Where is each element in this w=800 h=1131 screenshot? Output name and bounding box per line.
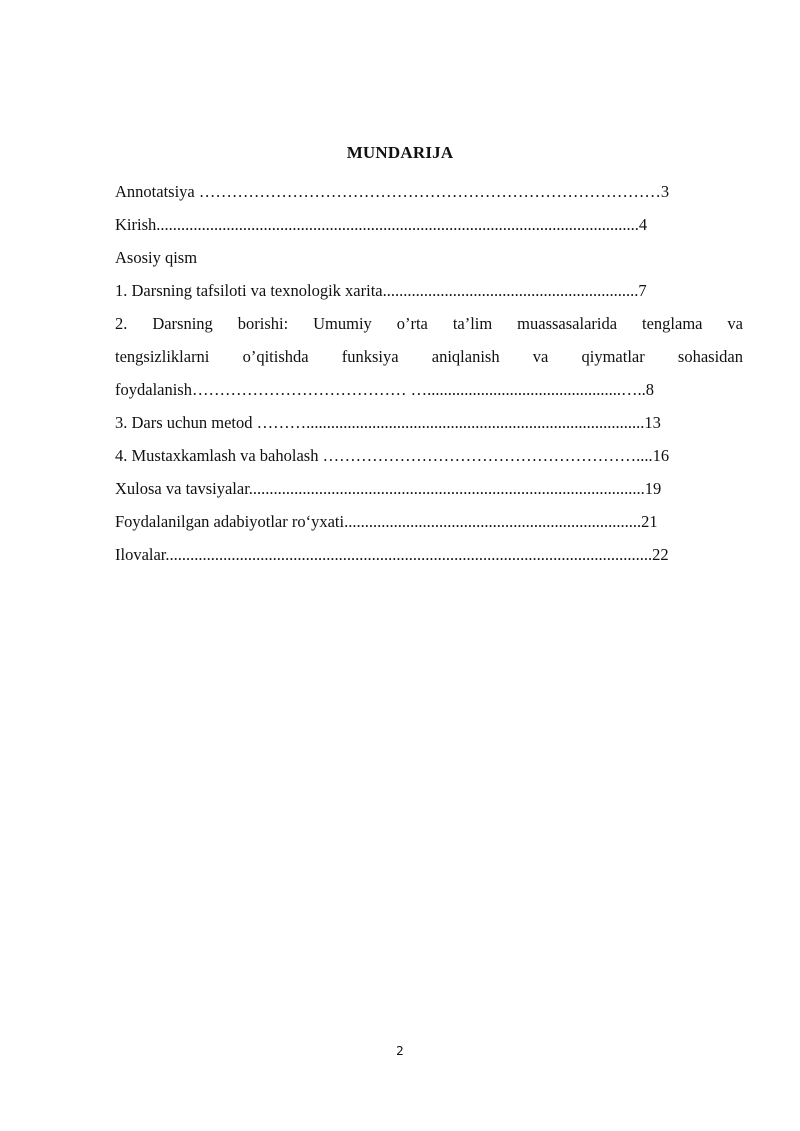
toc-entry-2-line1: 2. Darsning borishi: Umumiy o’rta ta’lim muassasalarida tenglama va [115, 314, 743, 333]
table-of-contents [115, 175, 743, 571]
page-number: 2 [396, 1044, 404, 1058]
toc-entry-asosiy-qism: Asosiy qism [115, 248, 198, 267]
toc-entry-ilovalar: Ilovalar......................................................................................................................22 [115, 545, 669, 564]
toc-entry-4: 4. Mustaxkamlash va baholash …………………………………………………....16 [115, 446, 670, 465]
toc-entry-xulosa: Xulosa va tavsiyalar................................................................................................19 [115, 479, 662, 498]
toc-entry-2-line3: foydalanish………………………………… …...............................................…..8 [115, 380, 654, 399]
toc-entry-1: 1. Darsning tafsiloti va texnologik xarita..............................................................7 [115, 281, 647, 300]
toc-entry-2-line2: tengsizliklarni o’qitishda funksiya aniqlanish va qiymatlar sohasidan [115, 347, 743, 366]
toc-entry-annotatsiya: Annotatsiya …………………………………………………………………………3 [115, 182, 670, 201]
page-title: MUNDARIJA [346, 143, 454, 162]
toc-entry-adabiyotlar: Foydalanilgan adabiyotlar ro‘yxati........................................................................21 [115, 512, 658, 531]
toc-entry-kirish: Kirish.....................................................................................................................4 [115, 215, 648, 234]
toc-entry-3: 3. Dars uchun metod ………..................................................................................13 [115, 413, 661, 432]
